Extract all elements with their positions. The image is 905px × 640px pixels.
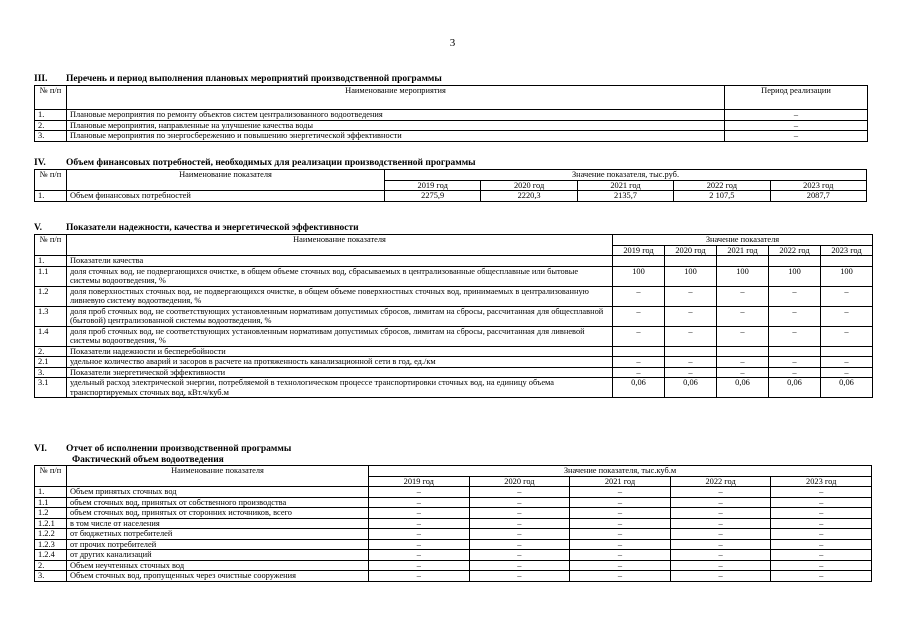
- table-row: [35, 539, 872, 550]
- indicator-name: от прочих потребителей: [67, 539, 369, 550]
- indicator-value: –: [469, 529, 570, 540]
- indicator-value: –: [665, 286, 717, 306]
- indicator-value: –: [821, 306, 873, 326]
- year-header: 2019 год: [385, 180, 481, 191]
- event-name: Плановые мероприятия по ремонту объектов систем централизованного водоотведения: [67, 110, 725, 121]
- table-row: [35, 529, 872, 540]
- table-row: [35, 367, 873, 378]
- indicator-value: 100: [613, 266, 665, 286]
- section-4-number: IV.: [34, 158, 46, 168]
- header-value: Значение показателя, тыс.руб.: [385, 170, 867, 181]
- year-header: 2023 год: [770, 180, 866, 191]
- indicator-name: доля поверхностных сточных вод, не подвергающихся очистке, в общем объеме поверхностных сточных вод, принимаемых в централизованную ливневую систему водоотведения, %: [67, 286, 613, 306]
- indicator-value: [769, 256, 821, 267]
- indicator-name: Показатели качества: [67, 256, 613, 267]
- indicator-value: –: [771, 497, 872, 508]
- section-5-number: V.: [34, 223, 43, 233]
- indicator-name: в том числе от населения: [67, 518, 369, 529]
- indicator-value: –: [769, 306, 821, 326]
- table-row: [35, 550, 872, 561]
- section-3-heading: [34, 74, 868, 85]
- row-number: 1.2.2: [35, 529, 67, 540]
- row-number: 2.1: [35, 357, 67, 368]
- header-indicator-name: Наименование показателя: [67, 170, 385, 191]
- row-number: 1.3: [35, 306, 67, 326]
- table-row: [35, 191, 867, 202]
- table-row: [35, 357, 873, 368]
- indicator-name: доля проб сточных вод, не соответствующих установленным нормативам допустимых сбросов, лимитам на сбросы, рассчитанная для общесплавной (бытовой) централизованной системы водоотведения, %: [67, 306, 613, 326]
- indicator-value: –: [469, 518, 570, 529]
- indicator-value: 100: [665, 266, 717, 286]
- section-3-table: [34, 85, 868, 142]
- indicator-value: –: [670, 571, 771, 582]
- year-header: 2021 год: [577, 180, 673, 191]
- indicator-value: –: [613, 286, 665, 306]
- section-6-table: [34, 465, 872, 582]
- indicator-value: –: [469, 560, 570, 571]
- table-row: [35, 110, 868, 121]
- indicator-name: удельный расход электрической энергии, потребляемой в технологическом процессе транспортировки сточных вод, на единицу объема транспортируемых сточных вод, кВт.ч/куб.м: [67, 378, 613, 398]
- indicator-value: 100: [821, 266, 873, 286]
- year-header: 2021 год: [717, 245, 769, 256]
- indicator-value: –: [369, 518, 470, 529]
- table-row: [35, 571, 872, 582]
- indicator-value: –: [670, 518, 771, 529]
- table-row: [35, 120, 868, 131]
- row-number: 1.4: [35, 326, 67, 346]
- row-number: 1.: [35, 191, 67, 202]
- table-row: [35, 286, 873, 306]
- row-number: 1.2.3: [35, 539, 67, 550]
- header-value: Значение показателя: [613, 235, 873, 246]
- event-period: –: [725, 110, 868, 121]
- indicator-name: Объем финансовых потребностей: [67, 191, 385, 202]
- indicator-value: –: [717, 326, 769, 346]
- indicator-value: 0,06: [613, 378, 665, 398]
- indicator-value: –: [771, 529, 872, 540]
- indicator-value: –: [469, 508, 570, 519]
- row-number: 2.: [35, 120, 67, 131]
- row-number: 3.1: [35, 378, 67, 398]
- indicator-value: –: [613, 326, 665, 346]
- event-period: –: [725, 120, 868, 131]
- indicator-value: –: [771, 550, 872, 561]
- table-row: [35, 346, 873, 357]
- indicator-value: –: [469, 487, 570, 498]
- indicator-name: объем сточных вод, принятых от сторонних источников, всего: [67, 508, 369, 519]
- year-header: 2019 год: [369, 476, 470, 487]
- indicator-value: 0,06: [717, 378, 769, 398]
- row-number: 1.1: [35, 497, 67, 508]
- indicator-value: [717, 346, 769, 357]
- indicator-value: –: [469, 550, 570, 561]
- year-header: 2022 год: [769, 245, 821, 256]
- indicator-value: –: [570, 497, 671, 508]
- indicator-value: –: [469, 497, 570, 508]
- indicator-value: –: [821, 326, 873, 346]
- section-4-heading: [34, 158, 867, 169]
- indicator-value: –: [570, 518, 671, 529]
- indicator-name: удельное количество аварий и засоров в расчете на протяженность канализационной сети в год, ед./км: [67, 357, 613, 368]
- section-4: [34, 158, 867, 202]
- indicator-value: –: [821, 286, 873, 306]
- indicator-value: 100: [717, 266, 769, 286]
- header-indicator-name: Наименование показателя: [67, 235, 613, 256]
- table-row: [35, 378, 873, 398]
- row-number: 3.: [35, 367, 67, 378]
- indicator-value: –: [670, 508, 771, 519]
- header-num: № п/п: [35, 235, 67, 256]
- year-header: 2020 год: [481, 180, 577, 191]
- event-period: –: [725, 131, 868, 142]
- indicator-name: Показатели энергетической эффективности: [67, 367, 613, 378]
- indicator-name: доля проб сточных вод, не соответствующих установленным нормативам допустимых сбросов, лимитам на сбросы, рассчитанная для ливневой системы водоотведения, %: [67, 326, 613, 346]
- indicator-name: Объем сточных вод, пропущенных через очистные сооружения: [67, 571, 369, 582]
- year-header: 2022 год: [674, 180, 770, 191]
- indicator-name: Объем принятых сточных вод: [67, 487, 369, 498]
- indicator-value: 0,06: [821, 378, 873, 398]
- row-number: 1.2: [35, 286, 67, 306]
- indicator-value: 2 107,5: [674, 191, 770, 202]
- indicator-value: [613, 346, 665, 357]
- section-6: [34, 444, 872, 582]
- event-name: Плановые мероприятия, направленные на улучшение качества воды: [67, 120, 725, 131]
- section-5: [34, 223, 873, 398]
- indicator-value: –: [570, 571, 671, 582]
- indicator-value: –: [570, 550, 671, 561]
- indicator-value: [717, 256, 769, 267]
- indicator-name: от других канализаций: [67, 550, 369, 561]
- indicator-name: доля сточных вод, не подвергающихся очистке, в общем объеме сточных вод, сбрасываемых в централизованные общесплавные или бытовые системы водоотведения, %: [67, 266, 613, 286]
- row-number: 1.: [35, 110, 67, 121]
- indicator-value: [665, 346, 717, 357]
- indicator-value: –: [769, 326, 821, 346]
- indicator-value: –: [613, 357, 665, 368]
- indicator-value: –: [771, 571, 872, 582]
- indicator-value: 2275,9: [385, 191, 481, 202]
- indicator-value: –: [769, 286, 821, 306]
- header-value: Значение показателя, тыс.куб.м: [369, 466, 872, 477]
- indicator-value: –: [369, 487, 470, 498]
- table-row: [35, 560, 872, 571]
- indicator-value: –: [469, 571, 570, 582]
- indicator-value: –: [717, 306, 769, 326]
- section-5-heading: [34, 223, 873, 234]
- table-row: [35, 518, 872, 529]
- indicator-value: 2220,3: [481, 191, 577, 202]
- indicator-value: –: [665, 306, 717, 326]
- indicator-value: 0,06: [769, 378, 821, 398]
- indicator-value: –: [670, 487, 771, 498]
- header-period: Период реализации: [725, 86, 868, 110]
- indicator-value: –: [670, 550, 771, 561]
- row-number: 1.2.1: [35, 518, 67, 529]
- header-num: № п/п: [35, 86, 67, 110]
- section-6-number: VI.: [34, 444, 47, 454]
- year-header: 2023 год: [771, 476, 872, 487]
- indicator-value: –: [769, 357, 821, 368]
- table-row: [35, 508, 872, 519]
- indicator-value: –: [570, 560, 671, 571]
- indicator-value: 100: [769, 266, 821, 286]
- section-3-number: III.: [34, 74, 48, 84]
- table-row: [35, 131, 868, 142]
- row-number: 1.2: [35, 508, 67, 519]
- indicator-value: –: [369, 571, 470, 582]
- row-number: 2.: [35, 560, 67, 571]
- indicator-value: –: [570, 487, 671, 498]
- year-header: 2020 год: [469, 476, 570, 487]
- indicator-value: –: [369, 550, 470, 561]
- indicator-value: –: [670, 497, 771, 508]
- indicator-value: –: [665, 326, 717, 346]
- indicator-name: Объем неучтенных сточных вод: [67, 560, 369, 571]
- indicator-value: 2087,7: [770, 191, 866, 202]
- indicator-name: Показатели надежности и бесперебойности: [67, 346, 613, 357]
- header-num: № п/п: [35, 466, 67, 487]
- section-3: [34, 74, 868, 142]
- row-number: 1.1: [35, 266, 67, 286]
- indicator-value: –: [369, 508, 470, 519]
- indicator-name: от бюджетных потребителей: [67, 529, 369, 540]
- year-header: 2021 год: [570, 476, 671, 487]
- section-3-title: Перечень и период выполнения плановых мероприятий производственной программы: [66, 74, 442, 84]
- table-row: [35, 326, 873, 346]
- indicator-value: –: [821, 367, 873, 378]
- indicator-value: –: [670, 529, 771, 540]
- indicator-value: –: [369, 539, 470, 550]
- section-6-subtitle: Фактический объем водоотведения: [72, 455, 224, 465]
- indicator-value: –: [570, 508, 671, 519]
- indicator-value: –: [469, 539, 570, 550]
- table-row: [35, 487, 872, 498]
- year-header: 2019 год: [613, 245, 665, 256]
- header-num: № п/п: [35, 170, 67, 191]
- indicator-value: –: [717, 357, 769, 368]
- section-5-table: [34, 234, 873, 398]
- event-name: Плановые мероприятия по энергосбережению и повышению энергетической эффективности: [67, 131, 725, 142]
- indicator-value: –: [369, 497, 470, 508]
- row-number: 2.: [35, 346, 67, 357]
- indicator-value: –: [771, 539, 872, 550]
- indicator-value: –: [369, 560, 470, 571]
- indicator-value: –: [665, 367, 717, 378]
- section-6-heading: [34, 444, 872, 455]
- section-6-title: Отчет об исполнении производственной программы: [66, 444, 292, 454]
- section-5-title: Показатели надежности, качества и энергетической эффективности: [66, 223, 359, 233]
- year-header: 2022 год: [670, 476, 771, 487]
- table-row: [35, 497, 872, 508]
- indicator-value: –: [771, 560, 872, 571]
- indicator-value: [613, 256, 665, 267]
- indicator-value: –: [821, 357, 873, 368]
- section-4-title: Объем финансовых потребностей, необходимых для реализации производственной программы: [66, 158, 476, 168]
- indicator-value: –: [670, 560, 771, 571]
- year-header: 2020 год: [665, 245, 717, 256]
- year-header: 2023 год: [821, 245, 873, 256]
- indicator-value: –: [570, 529, 671, 540]
- row-number: 1.: [35, 487, 67, 498]
- indicator-value: –: [771, 518, 872, 529]
- indicator-value: –: [771, 487, 872, 498]
- indicator-value: –: [570, 539, 671, 550]
- indicator-value: –: [665, 357, 717, 368]
- indicator-value: –: [369, 529, 470, 540]
- indicator-value: –: [613, 367, 665, 378]
- section-4-table: [34, 169, 867, 202]
- indicator-name: объем сточных вод, принятых от собственного производства: [67, 497, 369, 508]
- header-indicator-name: Наименование показателя: [67, 466, 369, 487]
- row-number: 1.: [35, 256, 67, 267]
- row-number: 1.2.4: [35, 550, 67, 561]
- indicator-value: 2135,7: [577, 191, 673, 202]
- table-row: [35, 306, 873, 326]
- indicator-value: –: [670, 539, 771, 550]
- indicator-value: –: [769, 367, 821, 378]
- indicator-value: [821, 256, 873, 267]
- row-number: 3.: [35, 571, 67, 582]
- indicator-value: [769, 346, 821, 357]
- indicator-value: –: [717, 367, 769, 378]
- indicator-value: 0,06: [665, 378, 717, 398]
- indicator-value: –: [771, 508, 872, 519]
- page-number: 3: [449, 37, 456, 49]
- indicator-value: –: [717, 286, 769, 306]
- table-row: [35, 266, 873, 286]
- indicator-value: [821, 346, 873, 357]
- indicator-value: [665, 256, 717, 267]
- table-row: [35, 256, 873, 267]
- header-event-name: Наименование мероприятия: [67, 86, 725, 110]
- row-number: 3.: [35, 131, 67, 142]
- indicator-value: –: [613, 306, 665, 326]
